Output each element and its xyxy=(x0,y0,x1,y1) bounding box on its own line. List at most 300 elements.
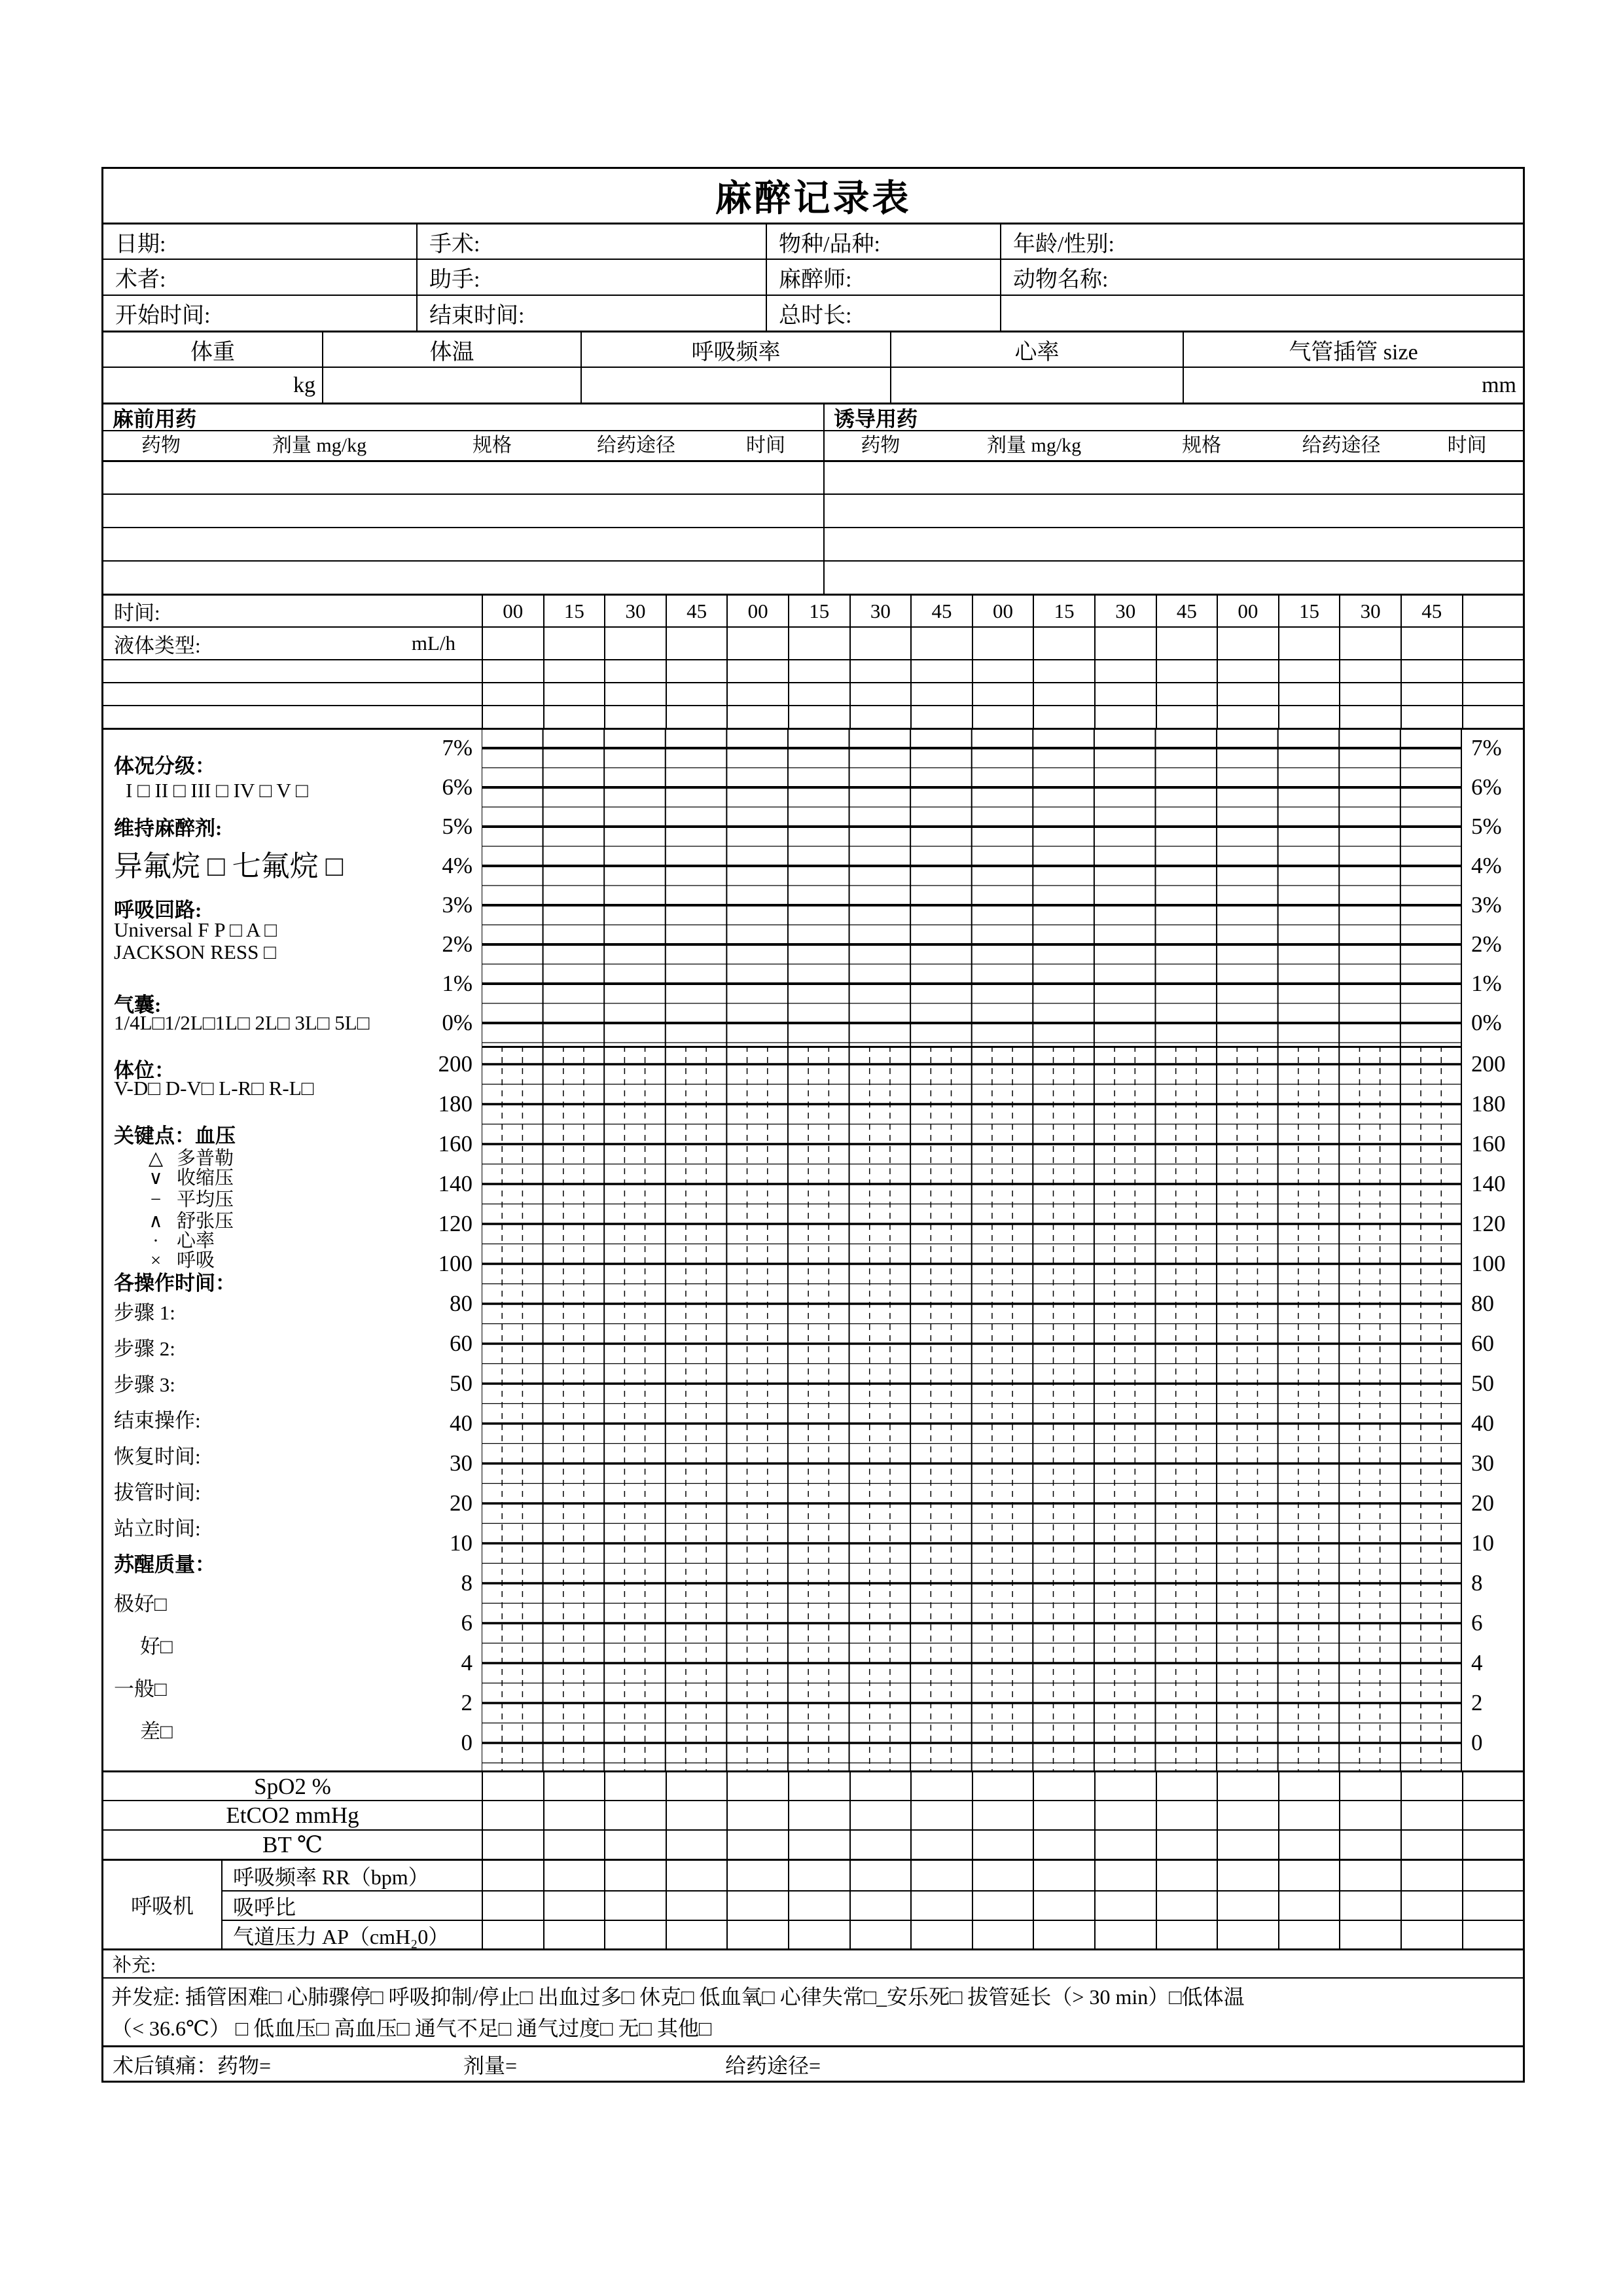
grid-cell xyxy=(482,660,543,682)
grid-cell xyxy=(1094,1861,1156,1890)
grid-cell xyxy=(604,1801,666,1829)
time-slot-label: 00 xyxy=(1217,596,1278,626)
grid-cell xyxy=(1094,660,1156,682)
grid-cell xyxy=(910,660,972,682)
value-scale-label-right: 2 xyxy=(1471,1690,1483,1715)
grid-cell xyxy=(1217,706,1278,728)
grid-cell xyxy=(788,660,849,682)
grid-cell xyxy=(543,1801,605,1829)
col-spec: 规格 xyxy=(473,435,512,456)
keypoints-label: 关键点：血压 xyxy=(114,1124,236,1147)
grid-cell xyxy=(1156,1772,1217,1800)
percent-scale-label-left: 7% xyxy=(442,735,473,761)
percent-scale-label-left: 4% xyxy=(442,853,473,878)
grid-cell xyxy=(910,1921,972,1949)
grid-cell xyxy=(1339,660,1400,682)
grid-cell xyxy=(726,1801,788,1829)
medication-columns-row xyxy=(103,430,1523,460)
surgery-field: 手术: xyxy=(416,224,766,259)
value-scale-label-left: 80 xyxy=(450,1291,473,1316)
grid-cell xyxy=(1278,1801,1340,1829)
grid-cell xyxy=(910,706,972,728)
grid-cell xyxy=(1278,628,1340,659)
grid-cell xyxy=(1156,1921,1217,1949)
value-scale-label-right: 40 xyxy=(1471,1410,1494,1436)
rr-label: 呼吸频率 RR（bpm） xyxy=(221,1861,482,1890)
ventilator-label: 呼吸机 xyxy=(130,1894,194,1918)
ie-ratio-row xyxy=(221,1890,1523,1920)
respiratory-rate-value-cell xyxy=(580,368,890,403)
grid-cell xyxy=(1462,1892,1524,1920)
time-slot-label: 45 xyxy=(910,596,972,626)
operation-times-label: 各操作时间： xyxy=(114,1272,236,1295)
grid-cell xyxy=(1339,1772,1400,1800)
value-scale-label-left: 0 xyxy=(461,1730,473,1755)
empty-cell xyxy=(1000,296,1523,331)
legend-diastolic: ∧ 舒张压 xyxy=(135,1206,234,1233)
value-scale-label-right: 50 xyxy=(1471,1371,1494,1396)
grid-cell xyxy=(1217,628,1278,659)
grid-cell xyxy=(1278,1831,1340,1859)
grid-cell xyxy=(1278,660,1340,682)
grid-cell xyxy=(972,1892,1033,1920)
grid-cell xyxy=(543,1831,605,1859)
grid-cell xyxy=(1156,1831,1217,1859)
percent-scale-label-left: 5% xyxy=(442,814,473,839)
chart-section xyxy=(103,728,1523,1770)
time-slot-label: 30 xyxy=(1094,596,1156,626)
grid-cell xyxy=(1217,1801,1278,1829)
grid-cell xyxy=(849,1921,911,1949)
grid-cell xyxy=(726,1921,788,1949)
info-row-1 xyxy=(103,223,1523,259)
grid-cell xyxy=(604,1921,666,1949)
grid-cell xyxy=(849,683,911,705)
grid-cell xyxy=(604,706,666,728)
col-route: 给药途径 xyxy=(597,435,675,456)
grid-cell xyxy=(849,706,911,728)
value-scale-label-left: 30 xyxy=(450,1450,473,1476)
rr-row xyxy=(221,1861,1523,1890)
weight-unit: kg xyxy=(293,372,315,397)
grid-cell xyxy=(666,683,727,705)
airway-pressure-row xyxy=(221,1920,1523,1949)
grid-cell xyxy=(604,1831,666,1859)
quality-fair-option: 一般□ xyxy=(114,1677,167,1700)
time-slot-label: 15 xyxy=(788,596,849,626)
grid-cell xyxy=(1033,660,1094,682)
legend-respiration: × 呼吸 xyxy=(135,1246,215,1272)
grid-cell xyxy=(1033,1772,1094,1800)
col-time: 时间 xyxy=(746,435,785,456)
legend-systolic: ∨ 收缩压 xyxy=(135,1163,234,1190)
et-tube-size-header: 气管插管 size xyxy=(1183,332,1523,367)
percent-scale-label-right: 6% xyxy=(1471,774,1502,800)
grid-cell xyxy=(726,706,788,728)
complications-line2: （< 36.6℃） □ 低血压□ 高血压□ 通气不足□ 通气过度□ 无□ 其他□ xyxy=(111,2017,712,2040)
heart-rate-header: 心率 xyxy=(890,332,1183,367)
grid-cell xyxy=(1094,1892,1156,1920)
value-scale-label-right: 6 xyxy=(1471,1610,1483,1636)
post-analgesia-row xyxy=(103,2045,1523,2081)
circuit-universal-option: Universal F P □ A □ xyxy=(114,918,277,941)
percent-grid xyxy=(482,730,1462,1046)
time-slot-label: 00 xyxy=(726,596,788,626)
grid-cell xyxy=(1278,683,1340,705)
value-scale-label-right: 140 xyxy=(1471,1171,1506,1196)
fluid-label-cell xyxy=(103,628,482,659)
grid-cell xyxy=(543,1772,605,1800)
tube-unit: mm xyxy=(1183,368,1523,403)
grid-cell xyxy=(788,683,849,705)
value-scale-label-left: 140 xyxy=(438,1171,473,1196)
etco2-row xyxy=(103,1800,1523,1829)
grid-cell xyxy=(1094,1772,1156,1800)
grid-cell xyxy=(972,1861,1033,1890)
percent-scale-label-left: 3% xyxy=(442,892,473,918)
grid-cell xyxy=(1094,628,1156,659)
grid-cell xyxy=(849,1772,911,1800)
grid-cell xyxy=(543,660,605,682)
time-slot-label xyxy=(1462,596,1524,626)
extubation-time-label: 拔管时间: xyxy=(114,1481,201,1504)
grid-cell xyxy=(604,683,666,705)
value-scale-label-right: 180 xyxy=(1471,1091,1506,1117)
body-condition-label: 体况分级： xyxy=(114,755,215,778)
extra-grid-row xyxy=(103,682,1523,705)
premedication-label: 麻前用药 xyxy=(113,406,197,431)
grid-cell xyxy=(849,1801,911,1829)
time-slot-label: 45 xyxy=(1156,596,1217,626)
grid-cell xyxy=(1033,1861,1094,1890)
grid-cell xyxy=(1339,1801,1400,1829)
grid-cell xyxy=(1217,683,1278,705)
grid-cell xyxy=(1339,1892,1400,1920)
anesthetic-options: 异氟烷 □ 七氟烷 □ xyxy=(114,850,344,882)
grid-cell xyxy=(1156,628,1217,659)
grid-cell xyxy=(604,1892,666,1920)
grid-cell xyxy=(666,660,727,682)
circuit-jackson-option: JACKSON RESS □ xyxy=(114,941,276,963)
wedge-icon: ∧ xyxy=(149,1211,163,1232)
grid-cell xyxy=(482,1772,543,1800)
value-scale-label-left: 180 xyxy=(438,1091,473,1117)
animal-name-field: 动物名称: xyxy=(1000,260,1523,295)
value-scale-label-right: 20 xyxy=(1471,1490,1494,1516)
grid-cell xyxy=(482,1921,543,1949)
value-scale-label-right: 200 xyxy=(1471,1051,1506,1077)
time-slot-label: 00 xyxy=(972,596,1033,626)
value-scale-label-left: 200 xyxy=(438,1051,473,1077)
grid-cell xyxy=(726,1892,788,1920)
grid-cell xyxy=(1400,706,1462,728)
grid-cell xyxy=(604,628,666,659)
position-label: 体位： xyxy=(114,1059,175,1082)
grid-cell xyxy=(788,1801,849,1829)
cross-icon: × xyxy=(150,1250,162,1271)
grid-cell xyxy=(666,1861,727,1890)
induction-columns xyxy=(823,431,1523,460)
grid-cell xyxy=(972,628,1033,659)
grid-cell xyxy=(1094,1831,1156,1859)
time-slot-label: 15 xyxy=(1278,596,1340,626)
value-scale-label-right: 4 xyxy=(1471,1650,1483,1676)
value-scale-label-left: 6 xyxy=(461,1610,473,1636)
grid-cell xyxy=(543,1892,605,1920)
drug-row xyxy=(103,460,1523,493)
percent-scale-label-left: 1% xyxy=(442,971,473,996)
percent-scale-label-right: 7% xyxy=(1471,735,1502,761)
supplement-row xyxy=(103,1948,1523,1977)
dot-icon: · xyxy=(152,1230,159,1251)
standing-time-label: 站立时间: xyxy=(114,1517,201,1540)
etco2-label: EtCO2 mmHg xyxy=(226,1803,359,1828)
species-field: 物种/品种: xyxy=(766,224,1000,259)
info-row-3 xyxy=(103,295,1523,331)
grid-cell xyxy=(543,1861,605,1890)
airway-pressure-label: 气道压力 AP（cmH₂0） xyxy=(221,1921,482,1949)
grid-cell xyxy=(1278,1892,1340,1920)
grid-cell xyxy=(604,1772,666,1800)
grid-cell xyxy=(543,1921,605,1949)
grid-cell xyxy=(788,706,849,728)
col-dose: 剂量 mg/kg xyxy=(987,435,1082,456)
grid-cell xyxy=(482,1801,543,1829)
grid-cell xyxy=(1094,706,1156,728)
time-header-row xyxy=(103,594,1523,626)
grid-cell xyxy=(726,683,788,705)
assistant-field: 助手: xyxy=(416,260,766,295)
body-temp-label: BT ℃ xyxy=(262,1832,323,1857)
grid-cell xyxy=(1033,628,1094,659)
grid-cell xyxy=(1278,1861,1340,1890)
grid-cell xyxy=(1339,706,1400,728)
post-analgesia-dose-label: 剂量= xyxy=(463,2053,518,2077)
bag-size-options: 1/4L□1/2L□1L□ 2L□ 3L□ 5L□ xyxy=(114,1011,370,1034)
value-scale-label-right: 160 xyxy=(1471,1131,1506,1157)
grid-cell xyxy=(482,1831,543,1859)
value-scale-label-left: 4 xyxy=(461,1650,473,1676)
start-time-field: 开始时间: xyxy=(115,304,211,328)
grid-cell xyxy=(972,1921,1033,1949)
grid-cell xyxy=(1033,1831,1094,1859)
legend-heart-rate: · 心率 xyxy=(135,1226,215,1253)
grid-cell xyxy=(1217,1921,1278,1949)
asa-grade-options: I □ II □ III □ IV □ V □ xyxy=(126,779,308,802)
grid-cell xyxy=(1278,1921,1340,1949)
induction-label: 诱导用药 xyxy=(823,404,1523,430)
vitals-header-row xyxy=(103,331,1523,367)
weight-header: 体重 xyxy=(190,340,235,365)
step1-label: 步骤 1: xyxy=(114,1301,175,1324)
grid-cell xyxy=(1400,683,1462,705)
grid-cell xyxy=(1156,706,1217,728)
grid-cell xyxy=(849,628,911,659)
time-slot-label: 15 xyxy=(1033,596,1094,626)
breathing-circuit-label: 呼吸回路: xyxy=(114,899,202,922)
grid-cell xyxy=(849,660,911,682)
grid-cell xyxy=(543,628,605,659)
grid-cell xyxy=(1400,1772,1462,1800)
grid-cell xyxy=(1094,1921,1156,1949)
grid-cell xyxy=(1217,1861,1278,1890)
col-drug: 药物 xyxy=(861,435,901,456)
grid-cell xyxy=(482,706,543,728)
supplement-label: 补充: xyxy=(113,1955,156,1976)
grid-cell xyxy=(972,683,1033,705)
percent-scale-label-right: 4% xyxy=(1471,853,1502,878)
time-slot-label: 15 xyxy=(543,596,605,626)
duration-field: 总时长: xyxy=(766,296,1000,331)
grid-cell xyxy=(788,1921,849,1949)
anesthetist-field: 麻醉师: xyxy=(766,260,1000,295)
value-scale-label-right: 30 xyxy=(1471,1450,1494,1476)
grid-cell xyxy=(972,660,1033,682)
grid-cell xyxy=(910,1772,972,1800)
value-scale-label-right: 60 xyxy=(1471,1331,1494,1356)
value-scale-label-right: 120 xyxy=(1471,1211,1506,1236)
grid-cell xyxy=(604,660,666,682)
col-route: 给药途径 xyxy=(1302,435,1381,456)
triangle-icon: △ xyxy=(148,1148,164,1169)
grid-cell xyxy=(1462,706,1524,728)
value-scale-label-left: 100 xyxy=(438,1251,473,1276)
grid-cell xyxy=(1094,683,1156,705)
grid-cell xyxy=(1278,1772,1340,1800)
grid-cell xyxy=(1217,1831,1278,1859)
grid-cell xyxy=(1462,1831,1524,1859)
percent-scale-label-right: 5% xyxy=(1471,814,1502,839)
grid-cell xyxy=(1462,683,1524,705)
grid-cell xyxy=(1400,628,1462,659)
grid-cell xyxy=(482,1892,543,1920)
grid-cell xyxy=(910,1831,972,1859)
quality-poor-option: 差□ xyxy=(140,1720,173,1743)
time-slot-label: 30 xyxy=(849,596,911,626)
percent-scale-label-right: 3% xyxy=(1471,892,1502,918)
grid-cell xyxy=(1400,1861,1462,1890)
grid-cell xyxy=(1217,660,1278,682)
grid-cell xyxy=(788,1861,849,1890)
grid-cell xyxy=(1033,1892,1094,1920)
grid-cell xyxy=(543,683,605,705)
title-row xyxy=(103,169,1523,223)
premed-columns xyxy=(103,431,823,460)
value-scale-label-left: 120 xyxy=(438,1211,473,1236)
grid-cell xyxy=(1217,1772,1278,1800)
quality-good-option: 好□ xyxy=(140,1635,173,1658)
spo2-label: SpO2 % xyxy=(254,1774,331,1799)
col-time: 时间 xyxy=(1447,435,1487,456)
grid-cell xyxy=(666,1772,727,1800)
grid-cell xyxy=(726,1861,788,1890)
value-scale-label-right: 0 xyxy=(1471,1730,1483,1755)
value-scale-label-right: 100 xyxy=(1471,1251,1506,1276)
drug-row xyxy=(103,527,1523,560)
grid-cell xyxy=(1033,683,1094,705)
value-scale-label-right: 8 xyxy=(1471,1570,1483,1596)
maintenance-anesthetic-label: 维持麻醉剂: xyxy=(114,817,223,840)
value-scale-label-left: 40 xyxy=(450,1410,473,1436)
vee-icon: ∨ xyxy=(149,1168,163,1189)
value-scale-label-left: 50 xyxy=(450,1371,473,1396)
grid-cell xyxy=(1033,1921,1094,1949)
grid-cell xyxy=(1462,1921,1524,1949)
col-dose: 剂量 mg/kg xyxy=(272,435,367,456)
grid-cell xyxy=(788,1772,849,1800)
grid-cell xyxy=(1339,1861,1400,1890)
grid-cell xyxy=(972,1772,1033,1800)
spo2-row xyxy=(103,1770,1523,1800)
grid-cell xyxy=(849,1831,911,1859)
value-scale-label-left: 2 xyxy=(461,1690,473,1715)
value-scale-label-right: 80 xyxy=(1471,1291,1494,1316)
info-row-2 xyxy=(103,259,1523,295)
value-scale-label-left: 8 xyxy=(461,1570,473,1596)
grid-cell xyxy=(726,660,788,682)
grid-cell xyxy=(543,706,605,728)
grid-cell xyxy=(1156,683,1217,705)
dash-icon: − xyxy=(150,1189,162,1210)
grid-cell xyxy=(1156,1861,1217,1890)
page-title: 麻醉记录表 xyxy=(715,179,912,219)
fluid-unit-label: mL/h xyxy=(411,632,455,655)
grid-cell xyxy=(849,1892,911,1920)
surgeon-field: 术者: xyxy=(115,268,166,292)
grid-cell xyxy=(1278,706,1340,728)
time-label: 时间: xyxy=(114,601,160,624)
grid-cell xyxy=(910,1892,972,1920)
grid-cell xyxy=(1400,660,1462,682)
value-scale-label-left: 160 xyxy=(438,1131,473,1157)
complications-row xyxy=(103,1977,1523,2045)
date-field: 日期: xyxy=(115,232,166,257)
grid-cell xyxy=(1156,1801,1217,1829)
grid-cell xyxy=(972,1831,1033,1859)
chart-grid xyxy=(482,1046,1462,1770)
grid-cell xyxy=(1033,706,1094,728)
rebreathing-bag-label: 气囊: xyxy=(114,994,162,1016)
legend-mean: − 平均压 xyxy=(135,1185,234,1211)
post-analgesia-drug-label: 术后镇痛：药物= xyxy=(113,2053,272,2077)
grid-cell xyxy=(604,1861,666,1890)
grid-cell xyxy=(910,1801,972,1829)
end-op-label: 结束操作: xyxy=(114,1409,201,1432)
grid-cell xyxy=(1400,1892,1462,1920)
grid-cell xyxy=(788,1892,849,1920)
grid-cell xyxy=(1400,1831,1462,1859)
grid-cell xyxy=(1156,1892,1217,1920)
drug-row xyxy=(103,560,1523,594)
recovery-time-label: 恢复时间: xyxy=(114,1445,201,1468)
fluid-cells xyxy=(482,628,1523,659)
grid-cell xyxy=(666,1831,727,1859)
medication-section-header xyxy=(103,403,1523,430)
grid-cell xyxy=(910,1861,972,1890)
grid-cell xyxy=(1339,683,1400,705)
time-slot-cells xyxy=(482,596,1523,626)
time-slot-label: 45 xyxy=(666,596,727,626)
vitals-value-row xyxy=(103,367,1523,403)
step3-label: 步骤 3: xyxy=(114,1373,175,1396)
extra-grid-row xyxy=(103,705,1523,728)
grid-cell xyxy=(666,706,727,728)
ie-ratio-label: 吸呼比 xyxy=(221,1892,482,1920)
grid-cell xyxy=(666,628,727,659)
grid-cell xyxy=(1339,1831,1400,1859)
quality-excellent-option: 极好□ xyxy=(114,1592,167,1615)
post-analgesia-route-label: 给药途径= xyxy=(725,2053,821,2077)
